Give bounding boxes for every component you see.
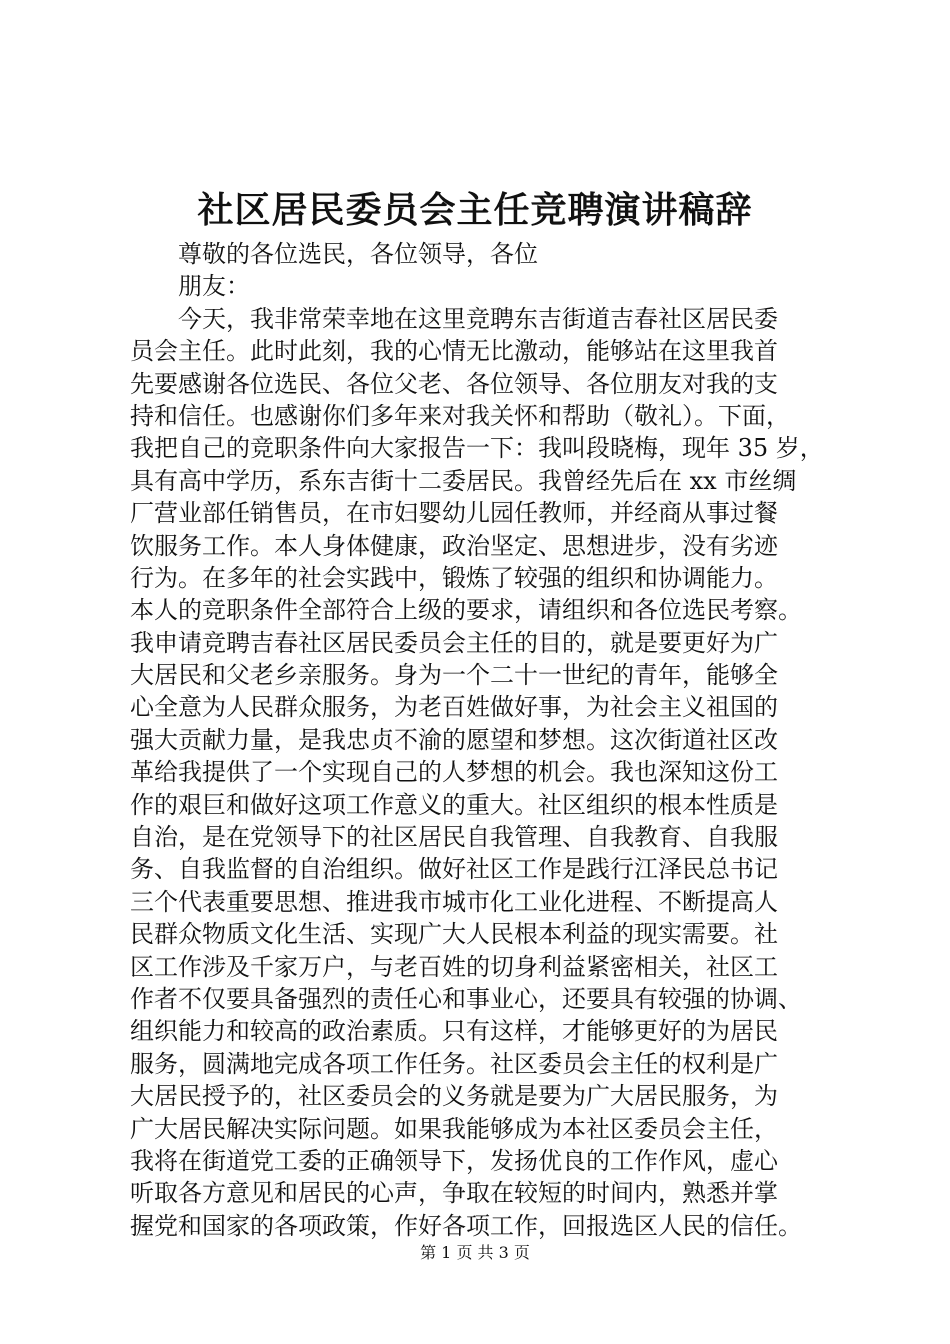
body-line: 心全意为人民群众服务，为老百姓做好事，为社会主义祖国的 (130, 693, 778, 722)
body-line: 作者不仅要具备强烈的责任心和事业心，还要具有较强的协调、 (130, 984, 802, 1013)
body-line: 三个代表重要思想、推进我市城市化工业化进程、不断提高人 (130, 887, 778, 916)
body-line: 务、自我监督的自治组织。做好社区工作是践行江泽民总书记 (130, 855, 778, 884)
body-line: 大居民和父老乡亲服务。身为一个二十一世纪的青年，能够全 (130, 661, 778, 690)
body-line: 广大居民解决实际问题。如果我能够成为本社区委员会主任， (130, 1114, 778, 1143)
body-line: 本人的竞职条件全部符合上级的要求，请组织和各位选民考察。 (130, 596, 802, 625)
body-line: 听取各方意见和居民的心声，争取在较短的时间内，熟悉并掌 (130, 1179, 778, 1208)
salutation-line: 尊敬的各位选民，各位领导，各位 (178, 240, 538, 268)
page-number-footer: 第 1 页 共 3 页 (420, 1243, 530, 1262)
body-line: 我申请竞聘吉春社区居民委员会主任的目的，就是要更好为广 (130, 628, 778, 657)
body-line: 革给我提供了一个实现自己的人梦想的机会。我也深知这份工 (130, 758, 778, 787)
body-line: 饮服务工作。本人身体健康，政治坚定、思想进步，没有劣迹 (130, 531, 778, 560)
page-title: 社区居民委员会主任竞聘演讲稿辞 (197, 189, 753, 231)
body-line: 握党和国家的各项政策，作好各项工作，回报选区人民的信任。 (130, 1211, 802, 1240)
body-line: 服务，圆满地完成各项工作任务。社区委员会主任的权利是广 (130, 1049, 778, 1078)
body-line: 民群众物质文化生活、实现广大人民根本利益的现实需要。社 (130, 920, 778, 949)
body-line: 强大贡献力量，是我忠贞不渝的愿望和梦想。这次街道社区改 (130, 725, 778, 754)
body-line: 厂营业部任销售员，在市妇婴幼儿园任教师，并经商从事过餐 (130, 499, 778, 528)
salutation-line: 朋友： (178, 272, 250, 301)
body-line: 大居民授予的，社区委员会的义务就是要为广大居民服务，为 (130, 1082, 778, 1111)
document-body (130, 238, 850, 1242)
body-line: 行为。在多年的社会实践中，锻炼了较强的组织和协调能力。 (130, 563, 778, 592)
body-line: 我把自己的竞职条件向大家报告一下：我叫段晓梅，现年 35 岁， (130, 434, 824, 463)
body-line: 作的艰巨和做好这项工作意义的重大。社区组织的根本性质是 (130, 790, 778, 819)
body-line: 员会主任。此时此刻，我的心情无比激动，能够站在这里我首 (130, 337, 778, 366)
body-line: 区工作涉及千家万户，与老百姓的切身利益紧密相关，社区工 (130, 952, 778, 981)
body-line: 组织能力和较高的政治素质。只有这样，才能够更好的为居民 (130, 1017, 778, 1046)
body-line: 具有高中学历，系东吉街十二委居民。我曾经先后在 xx 市丝绸 (130, 466, 797, 495)
body-line: 自治，是在党领导下的社区居民自我管理、自我教育、自我服 (130, 823, 778, 852)
body-line: 先要感谢各位选民、各位父老、各位领导、各位朋友对我的支 (130, 369, 778, 398)
body-line: 我将在街道党工委的正确领导下，发扬优良的工作作风，虚心 (130, 1146, 778, 1175)
body-line: 持和信任。也感谢你们多年来对我关怀和帮助（敬礼）。下面， (130, 401, 790, 430)
body-line: 今天，我非常荣幸地在这里竞聘东吉街道吉春社区居民委 (178, 304, 778, 333)
